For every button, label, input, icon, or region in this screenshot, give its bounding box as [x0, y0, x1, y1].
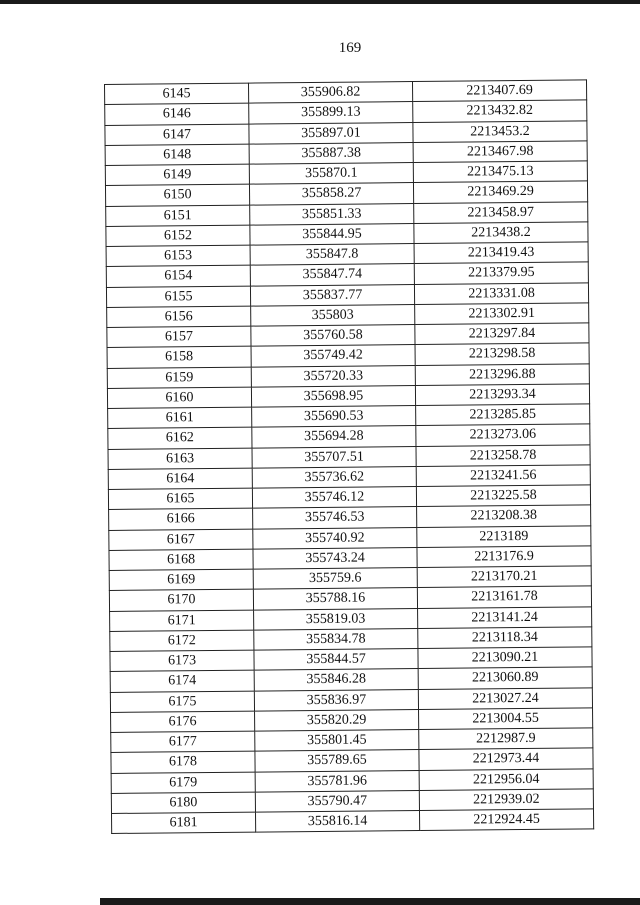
x-coordinate-cell: 355847.8 [250, 244, 414, 266]
point-number-cell: 6147 [105, 124, 249, 146]
y-coordinate-cell: 2213090.21 [418, 647, 592, 669]
x-coordinate-cell: 355694.28 [252, 426, 416, 448]
point-number-cell: 6148 [105, 144, 249, 166]
y-coordinate-cell: 2213176.9 [417, 546, 591, 568]
point-number-cell: 6172 [110, 630, 254, 652]
point-number-cell: 6150 [105, 184, 249, 206]
x-coordinate-cell: 355749.42 [251, 345, 415, 367]
x-coordinate-cell: 355844.95 [250, 223, 414, 245]
x-coordinate-cell: 355837.77 [250, 284, 414, 306]
x-coordinate-cell: 355899.13 [249, 102, 413, 124]
x-coordinate-cell: 355844.57 [254, 649, 418, 671]
y-coordinate-cell: 2213331.08 [414, 282, 588, 304]
point-number-cell: 6152 [106, 225, 250, 247]
x-coordinate-cell: 355870.1 [249, 163, 413, 185]
x-coordinate-cell: 355851.33 [250, 203, 414, 225]
x-coordinate-cell: 355836.97 [254, 689, 418, 711]
point-number-cell: 6175 [110, 691, 254, 713]
x-coordinate-cell: 355906.82 [248, 82, 412, 104]
y-coordinate-cell: 2213273.06 [416, 424, 590, 446]
point-number-cell: 6163 [108, 448, 252, 470]
point-number-cell: 6171 [110, 610, 254, 632]
x-coordinate-cell: 355788.16 [253, 588, 417, 610]
x-coordinate-cell: 355698.95 [251, 385, 415, 407]
point-number-cell: 6166 [109, 508, 253, 530]
point-number-cell: 6162 [108, 427, 252, 449]
y-coordinate-cell: 2212924.45 [419, 809, 593, 831]
scan-edge-top [0, 0, 640, 4]
y-coordinate-cell: 2213296.88 [415, 363, 589, 385]
y-coordinate-cell: 2213475.13 [413, 161, 587, 183]
x-coordinate-cell: 355816.14 [255, 811, 419, 833]
y-coordinate-cell: 2213118.34 [418, 627, 592, 649]
y-coordinate-cell: 2213225.58 [416, 485, 590, 507]
point-number-cell: 6170 [109, 589, 253, 611]
x-coordinate-cell: 355803 [251, 304, 415, 326]
x-coordinate-cell: 355858.27 [249, 183, 413, 205]
x-coordinate-cell: 355781.96 [255, 770, 419, 792]
y-coordinate-cell: 2213208.38 [417, 505, 591, 527]
point-number-cell: 6177 [111, 731, 255, 753]
y-coordinate-cell: 2213170.21 [417, 566, 591, 588]
x-coordinate-cell: 355743.24 [253, 547, 417, 569]
point-number-cell: 6154 [106, 265, 250, 287]
x-coordinate-cell: 355790.47 [255, 790, 419, 812]
x-coordinate-cell: 355887.38 [249, 142, 413, 164]
y-coordinate-cell: 2213407.69 [412, 80, 586, 102]
x-coordinate-cell: 355847.74 [250, 264, 414, 286]
point-number-cell: 6161 [108, 407, 252, 429]
table-row [112, 809, 594, 834]
x-coordinate-cell: 355707.51 [252, 446, 416, 468]
x-coordinate-cell: 355740.92 [253, 527, 417, 549]
y-coordinate-cell: 2212956.04 [419, 768, 593, 790]
point-number-cell: 6167 [109, 529, 253, 551]
y-coordinate-cell: 2213379.95 [414, 262, 588, 284]
y-coordinate-cell: 2213467.98 [413, 141, 587, 163]
x-coordinate-cell: 355820.29 [255, 709, 419, 731]
point-number-cell: 6168 [109, 549, 253, 571]
point-number-cell: 6149 [105, 164, 249, 186]
y-coordinate-cell: 2213297.84 [415, 323, 589, 345]
coordinates-table-body [105, 80, 594, 834]
point-number-cell: 6156 [107, 306, 251, 328]
y-coordinate-cell: 2213469.29 [413, 181, 587, 203]
point-number-cell: 6174 [110, 670, 254, 692]
x-coordinate-cell: 355746.12 [252, 487, 416, 509]
point-number-cell: 6180 [111, 792, 255, 814]
point-number-cell: 6160 [107, 387, 251, 409]
point-number-cell: 6173 [110, 650, 254, 672]
point-number-cell: 6146 [105, 103, 249, 125]
x-coordinate-cell: 355690.53 [252, 406, 416, 428]
x-coordinate-cell: 355736.62 [252, 466, 416, 488]
point-number-cell: 6178 [111, 751, 255, 773]
y-coordinate-cell: 2212939.02 [419, 789, 593, 811]
x-coordinate-cell: 355846.28 [254, 669, 418, 691]
point-number-cell: 6155 [106, 286, 250, 308]
x-coordinate-cell: 355759.6 [253, 568, 417, 590]
y-coordinate-cell: 2213189 [417, 525, 591, 547]
y-coordinate-cell: 2212987.9 [419, 728, 593, 750]
x-coordinate-cell: 355760.58 [251, 325, 415, 347]
point-number-cell: 6157 [107, 326, 251, 348]
point-number-cell: 6165 [108, 488, 252, 510]
scan-edge-bottom [100, 898, 640, 905]
y-coordinate-cell: 2213241.56 [416, 465, 590, 487]
point-number-cell: 6153 [106, 245, 250, 267]
point-number-cell: 6151 [106, 205, 250, 227]
y-coordinate-cell: 2212973.44 [419, 748, 593, 770]
y-coordinate-cell: 2213302.91 [415, 303, 589, 325]
x-coordinate-cell: 355819.03 [254, 608, 418, 630]
point-number-cell: 6145 [105, 83, 249, 105]
y-coordinate-cell: 2213458.97 [414, 201, 588, 223]
x-coordinate-cell: 355834.78 [254, 628, 418, 650]
point-number-cell: 6181 [112, 812, 256, 834]
y-coordinate-cell: 2213285.85 [416, 404, 590, 426]
x-coordinate-cell: 355801.45 [255, 730, 419, 752]
y-coordinate-cell: 2213438.2 [414, 222, 588, 244]
x-coordinate-cell: 355789.65 [255, 750, 419, 772]
y-coordinate-cell: 2213060.89 [418, 667, 592, 689]
point-number-cell: 6176 [111, 711, 255, 733]
x-coordinate-cell: 355720.33 [251, 365, 415, 387]
x-coordinate-cell: 355897.01 [249, 122, 413, 144]
y-coordinate-cell: 2213141.24 [418, 606, 592, 628]
coordinates-table-container [104, 79, 593, 834]
y-coordinate-cell: 2213258.78 [416, 444, 590, 466]
point-number-cell: 6159 [107, 367, 251, 389]
y-coordinate-cell: 2213004.55 [419, 708, 593, 730]
y-coordinate-cell: 2213161.78 [417, 586, 591, 608]
y-coordinate-cell: 2213298.58 [415, 343, 589, 365]
point-number-cell: 6158 [107, 346, 251, 368]
x-coordinate-cell: 355746.53 [253, 507, 417, 529]
y-coordinate-cell: 2213419.43 [414, 242, 588, 264]
y-coordinate-cell: 2213453.2 [413, 120, 587, 142]
point-number-cell: 6169 [109, 569, 253, 591]
page-number: 169 [338, 40, 362, 56]
coordinates-table [104, 79, 594, 834]
point-number-cell: 6179 [111, 772, 255, 794]
point-number-cell: 6164 [108, 468, 252, 490]
y-coordinate-cell: 2213432.82 [413, 100, 587, 122]
y-coordinate-cell: 2213027.24 [418, 687, 592, 709]
y-coordinate-cell: 2213293.34 [415, 384, 589, 406]
